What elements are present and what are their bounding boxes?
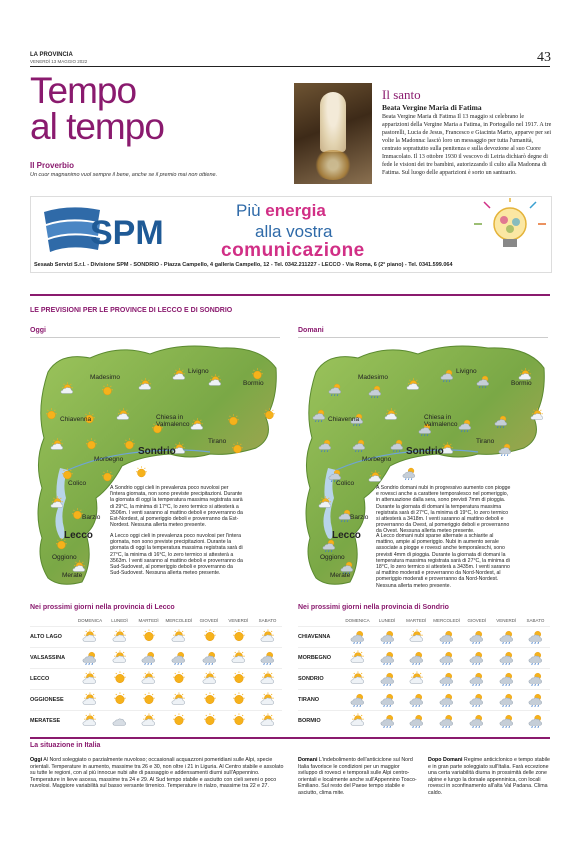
cloud-sun-icon: [75, 669, 106, 690]
map-weather-cloud-sun-icon: [208, 374, 222, 393]
day-header: SABATO: [258, 617, 277, 623]
town-label: Tirano: [208, 438, 227, 445]
page-number: 43: [537, 50, 551, 65]
map-weather-cloud-sun-icon: [138, 378, 152, 397]
rain-icon: [462, 669, 491, 690]
map-weather-rain-icon: [318, 438, 332, 457]
situazione-dopodomani: Dopo Domani Regime anticiclonico e tempo stabile e in gran parte soleggiato sull'Italia. Farà eccezione una certa variabilità diurna in prossimità delle zone alpine e lungo la dorsale appenninica, con locali rovesci in sconfinamento all'alta Val Padana. Clima caldo.: [428, 757, 550, 796]
sun-icon: [224, 627, 253, 648]
forecast-text-lecco: A Lecco oggi cieli in prevalenza poco nuvolosi per l'intera giornata, non sono previste precipitazioni. Durante la giornata di oggi la temperatura massima registrata sarà di 27°C, la minima di 16°C, lo zero termico si attesterà a 3563m. I venti saranno al mattino deboli e proverranno da Sud-Sudovest, al pomeriggio deboli e proverranno da Sud-Sudovest. Nessuna allerta meteo presente.: [110, 533, 243, 577]
day-header: MARTEDÌ: [406, 617, 427, 623]
cloud-sun-icon: [75, 711, 106, 732]
map-weather-rain-icon: [440, 368, 454, 387]
rain-icon: [373, 648, 402, 669]
rain-icon: [491, 648, 521, 669]
forecast-text-sondrio: A Sondrio domani nubi in progressivo aumento con piogge e rovesci anche a carattere temporalesco nel pomeriggio, in attenuazione dalla sera, sono previsti 7mm di pioggia. Durante la giornata di domani la temperatura massima registrata sarà di 27°C, la minima di 19°C, lo zero termico si attesterà a 3418m. I venti saranno al mattino deboli e proverranno da Ovest, al pomeriggio deboli e proverranno da Ovest. Nessuna allerta meteo presente.: [376, 485, 511, 535]
cloud-sun-icon: [253, 627, 282, 648]
rain-icon: [431, 627, 462, 648]
cloud-sun-icon: [75, 690, 106, 711]
rain-icon: [491, 690, 521, 711]
map-weather-sun-icon: [100, 384, 114, 403]
title-line-2: al tempo: [30, 106, 164, 147]
table-row: [298, 648, 550, 669]
day-header: DOMENICA: [77, 617, 103, 623]
cloud-sun-icon: [105, 627, 134, 648]
forecast-table: [30, 614, 282, 731]
town-label: Oggiono: [320, 554, 345, 561]
town-label: Lecco: [64, 530, 93, 541]
ad-slogan-2: alla vostra: [255, 222, 333, 241]
map-weather-cloud-sun-icon: [172, 368, 186, 387]
sun-icon: [194, 690, 223, 711]
day-header: SABATO: [526, 617, 545, 623]
rain-icon: [401, 711, 431, 732]
table-row: [30, 648, 282, 669]
town-label: Chiesa in Valmalenco: [156, 414, 190, 428]
town-label: Merate: [330, 572, 351, 579]
cloud-sun-icon: [342, 648, 373, 669]
rain-icon: [521, 627, 550, 648]
town-label: Chiavenna: [328, 416, 360, 423]
cloud-icon: [105, 711, 134, 732]
sun-icon: [163, 669, 194, 690]
santo-subtitle: Beata Vergine Maria di Fatima: [382, 103, 482, 112]
rain-icon: [134, 648, 163, 669]
town-label: Merate: [62, 572, 83, 579]
place-name: SONDRIO: [298, 669, 342, 690]
forecast-section-title: LE PREVISIONI PER LE PROVINCE DI LECCO E DI SONDRIO: [30, 307, 233, 314]
map-weather-cloud-sun-icon: [50, 496, 64, 515]
proverbio-text: Un cuor magnanimo vuol sempre il bene, anche se il premio mai non ottiene.: [30, 172, 218, 178]
sun-icon: [134, 627, 163, 648]
map-weather-cloud-sun-icon: [530, 408, 544, 427]
town-label: Oggiono: [52, 554, 77, 561]
place-name: ALTO LAGO: [30, 627, 75, 648]
place-name: BORMIO: [298, 711, 342, 732]
map-weather-sun-icon: [230, 442, 244, 461]
town-label: Bormio: [511, 380, 532, 387]
day-header: LUNEDÌ: [378, 617, 396, 623]
table-title: Nei prossimi giorni nella provincia di Sondrio: [298, 604, 449, 611]
rain-icon: [342, 627, 373, 648]
rain-icon: [431, 690, 462, 711]
madonna-statue-icon: [320, 92, 346, 152]
town-label: Livigno: [188, 368, 209, 375]
page-title: [30, 70, 220, 147]
situazione-title: La situazione in Italia: [30, 742, 101, 749]
rain-icon: [373, 669, 402, 690]
sun-icon: [163, 711, 194, 732]
rain-icon: [75, 648, 106, 669]
day-header: VENERDÌ: [228, 617, 249, 623]
forecast-map-domani: [298, 337, 548, 593]
map-weather-cloud-sun-icon: [318, 496, 332, 515]
map-weather-sun-icon: [262, 408, 276, 427]
town-label: Barzio: [350, 514, 369, 521]
sun-icon: [224, 690, 253, 711]
cloud-sun-icon: [75, 627, 106, 648]
map-weather-rain-icon: [390, 438, 404, 457]
cloud-sun-icon: [401, 669, 431, 690]
table-title: Nei prossimi giorni nella provincia di Lecco: [30, 604, 175, 611]
day-header: MERCOLEDÌ: [165, 617, 193, 623]
sun-icon: [224, 711, 253, 732]
map-weather-rain-icon: [368, 384, 382, 403]
map-weather-rain-icon: [494, 414, 508, 433]
table-row: [30, 690, 282, 711]
town-label: Colico: [68, 480, 87, 487]
town-label: Sondrio: [138, 446, 176, 457]
day-header: MERCOLEDÌ: [433, 617, 461, 623]
santo-text: Beata Vergine Maria di Fatima Il 13 maggio si celebrano le apparizioni della Vergine Maria a Fatima, in Portogallo nel 1917. A tre pastorelli, Lucia de Jesus, Francesco e Giacinta Marto, apparve per sei volte la Madonna: lasciò loro un messaggio per tutta l'umanità, centrato soprattutto sulla penitenza e sulla devozione al suo Cuore Immacolato. Il 13 ottobre 1930 il vescovo di Leiria dichiarò degne di fede le visioni dei tre bambini, autorizzando il culto alla Madonna di Fatima. Sul luogo delle apparizioni è sorto un santuario.: [382, 114, 552, 176]
cloud-sun-icon: [342, 711, 373, 732]
issue-date: VENERDÌ 13 MAGGIO 2022: [30, 59, 88, 64]
place-name: OGGIONESE: [30, 690, 75, 711]
table-corner: [30, 614, 75, 627]
cloud-sun-icon: [253, 669, 282, 690]
table-row: [298, 690, 550, 711]
table-row: [298, 669, 550, 690]
place-name: TIRANO: [298, 690, 342, 711]
rain-icon: [401, 648, 431, 669]
rain-icon: [431, 669, 462, 690]
ad-brand: SPM: [90, 214, 164, 252]
rain-icon: [521, 690, 550, 711]
map-weather-cloud-sun-icon: [384, 408, 398, 427]
map-label-oggi: Oggi: [30, 327, 46, 334]
place-name: CHIAVENNA: [298, 627, 342, 648]
place-name: MERATESE: [30, 711, 75, 732]
map-weather-sun-icon: [44, 408, 58, 427]
map-weather-cloud-sun-icon: [116, 408, 130, 427]
cloud-sun-icon: [134, 711, 163, 732]
rain-icon: [491, 627, 521, 648]
ad-slogan-3: comunicazione: [221, 240, 365, 261]
sun-icon: [134, 690, 163, 711]
sun-icon: [105, 690, 134, 711]
ad-address: Sesaab Servizi S.r.l. - Divisione SPM - SONDRIO - Piazza Campello, 4 galleria Campello, 12 - Tel. 0342.211227 - LECCO - Via Roma, 6 (2° piano) - Tel. 0341.599.064: [34, 262, 453, 268]
sun-icon: [224, 669, 253, 690]
rain-icon: [431, 711, 462, 732]
town-label: Barzio: [82, 514, 101, 521]
cloud-sun-icon: [342, 669, 373, 690]
map-weather-rain-icon: [498, 442, 512, 461]
map-weather-rain-icon: [402, 466, 416, 485]
ad-slogan-1: Più energia: [236, 201, 326, 220]
rain-icon: [163, 648, 194, 669]
newspaper-name: LA PROVINCIA: [30, 52, 73, 58]
town-label: Sondrio: [406, 446, 444, 457]
map-weather-rain-icon: [352, 438, 366, 457]
table-row: [30, 711, 282, 732]
title-line-1: Tempo: [30, 70, 137, 111]
rain-icon: [373, 690, 402, 711]
cloud-sun-icon: [194, 669, 223, 690]
cloud-sun-icon: [134, 669, 163, 690]
sun-icon: [105, 669, 134, 690]
table-row: [30, 669, 282, 690]
map-weather-sun-icon: [122, 438, 136, 457]
spm-logo-icon: [40, 202, 168, 258]
rain-icon: [462, 711, 491, 732]
rain-icon: [342, 690, 373, 711]
map-weather-sun-icon: [226, 414, 240, 433]
town-label: Morbegno: [94, 456, 124, 463]
map-weather-cloud-sun-icon: [50, 438, 64, 457]
map-weather-sun-icon: [134, 466, 148, 485]
cloud-sun-icon: [401, 627, 431, 648]
rain-icon: [491, 669, 521, 690]
day-header: GIOVEDÌ: [199, 617, 219, 623]
candles-icon: [313, 150, 353, 180]
town-label: Chiesa in Valmalenco: [424, 414, 458, 428]
table-corner: [298, 614, 342, 627]
sun-icon: [194, 627, 223, 648]
town-label: Colico: [336, 480, 355, 487]
rain-icon: [521, 669, 550, 690]
header-rule: [30, 66, 550, 67]
cloud-sun-icon: [253, 690, 282, 711]
map-weather-rain-icon: [476, 374, 490, 393]
rain-icon: [431, 648, 462, 669]
day-header: LUNEDÌ: [111, 617, 128, 623]
forecast-table: [298, 614, 550, 731]
rain-icon: [373, 711, 402, 732]
lightbulb-icon: [470, 198, 550, 256]
forecast-text-sondrio: A Sondrio oggi cieli in prevalenza poco nuvolosi per l'intera giornata, non sono previste precipitazioni. Durante la giornata di oggi la temperatura massima registrata sarà di 29°C, la minima di 17°C, lo zero termico si attesterà a 3506m. I venti saranno al mattino deboli e proverranno da Est-Nordest, al pomeriggio deboli e proverranno da Est-Nordest. Nessuna allerta meteo presente.: [110, 485, 243, 529]
santo-title: Il santo: [382, 87, 421, 102]
cloud-sun-icon: [163, 690, 194, 711]
town-label: Lecco: [332, 530, 361, 541]
proverbio-title: Il Proverbio: [30, 161, 75, 170]
rain-icon: [253, 648, 282, 669]
day-header: DOMENICA: [345, 617, 370, 623]
map-label-domani: Domani: [298, 327, 324, 334]
rain-icon: [521, 711, 550, 732]
day-header: MARTEDÌ: [138, 617, 159, 623]
section-rule: [30, 294, 550, 296]
rain-icon: [462, 690, 491, 711]
map-weather-rain-icon: [312, 408, 326, 427]
sun-icon: [194, 711, 223, 732]
rain-icon: [521, 648, 550, 669]
town-label: Livigno: [456, 368, 477, 375]
town-label: Madesimo: [358, 374, 388, 381]
town-label: Bormio: [243, 380, 264, 387]
cloud-sun-icon: [105, 648, 134, 669]
town-label: Morbegno: [362, 456, 392, 463]
forecast-text-lecco: A Lecco domani nubi sparse alternate a schiarite al mattino, ampie al pomeriggio. Nubi in aumento serale associate a piogge e rovesci anche temporaleschi, sono previsti 4mm di pioggia. Durante la giornata di domani la temperatura massima registrata sarà di 27°C, la minima di 18°C, lo zero termico si attesterà a 3435m. I venti saranno al mattino moderati e proverranno da Nord-Nordest, al pomeriggio moderati e proverranno da Nord-Nordest. Nessuna allerta meteo presente.: [376, 533, 510, 589]
day-header: GIOVEDÌ: [467, 617, 487, 623]
situazione-domani: Domani L'indebolimento dell'anticiclone sul Nord Italia favorisce le condizioni per un maggior sviluppo di rovesci e temporali sulle Alpi centro-orientali e localmente anche sull'Appennino Tosco-Emiliano. Sul resto del Paese tempo stabile e asciutto, clima mite.: [298, 757, 417, 796]
map-weather-cloud-sun-icon: [406, 378, 420, 397]
rain-icon: [401, 690, 431, 711]
cloud-sun-icon: [224, 648, 253, 669]
map-weather-rain-icon: [328, 382, 342, 401]
town-label: Madesimo: [90, 374, 120, 381]
table-row: [298, 627, 550, 648]
cloud-sun-icon: [163, 627, 194, 648]
place-name: LECCO: [30, 669, 75, 690]
rain-icon: [462, 627, 491, 648]
table-row: [298, 711, 550, 732]
map-weather-sun-icon: [84, 438, 98, 457]
forecast-map-oggi: [30, 337, 280, 593]
town-label: Chiavenna: [60, 416, 92, 423]
town-label: Tirano: [476, 438, 495, 445]
day-header: VENERDÌ: [496, 617, 517, 623]
rain-icon: [194, 648, 223, 669]
situazione-oggi: Oggi Al Nord soleggiato o parzialmente nuvoloso; occasionali acquazzoni pomeridiani sulle Alpi, specie orientali. Temperature in aumento, massime tra 26 e 30, non oltre i 21 in Liguria. Al Centro stabile e assolato su tutte le regioni, con al più innocue nubi alte di passaggio e addensamenti diurni sull'Appennino. Temperature in lieve ascesa, massime tra 24 e 29. Al Sud tempo stabile e asciutto con cieli sereni o poco nuvolosi. Maggiore variabilità sul basso versante tirrenico. Temperature in rialzo, massime tra 22 e 27.: [30, 757, 284, 789]
place-name: MORBEGNO: [298, 648, 342, 669]
rain-icon: [373, 627, 402, 648]
rain-icon: [462, 648, 491, 669]
table-row: [30, 627, 282, 648]
situazione-rule: [30, 737, 550, 739]
rain-icon: [491, 711, 521, 732]
cloud-sun-icon: [253, 711, 282, 732]
place-name: VALSASSINA: [30, 648, 75, 669]
map-weather-cloud-sun-icon: [60, 382, 74, 401]
